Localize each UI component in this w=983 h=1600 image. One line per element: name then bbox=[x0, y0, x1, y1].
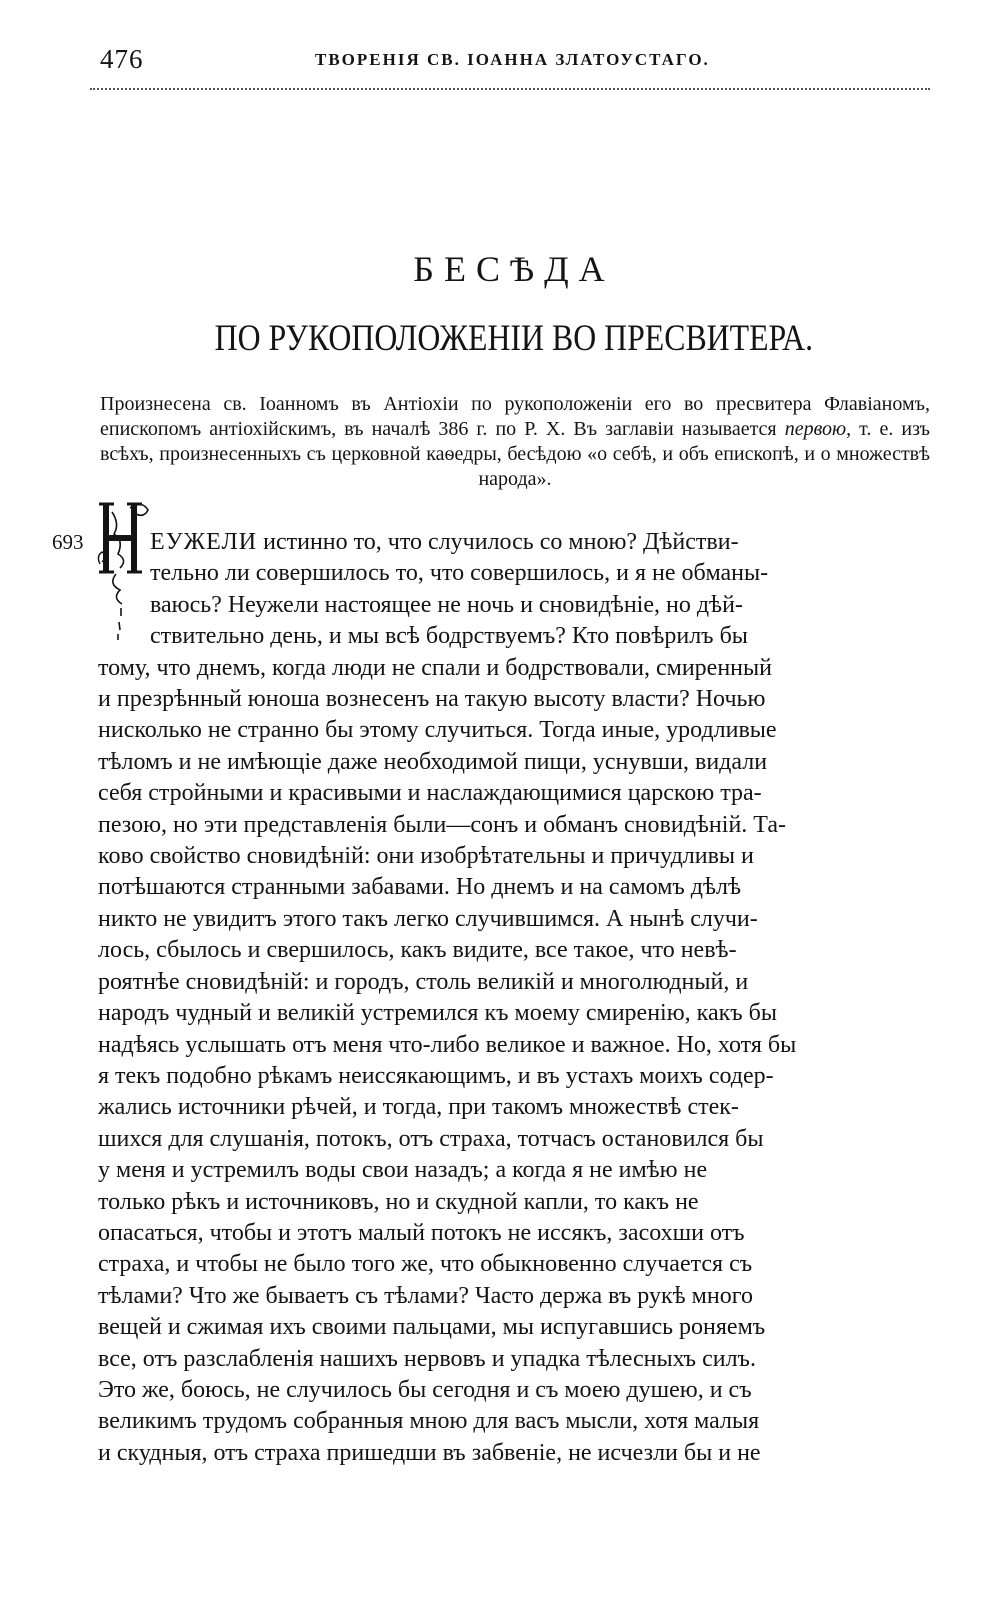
text-line: никто не увидитъ этого такъ легко случившимся. А нынѣ случи- bbox=[98, 905, 758, 932]
margin-reference: 693 bbox=[52, 530, 84, 554]
text-line: народъ чудный и великій устремился къ моему смиренію, какъ бы bbox=[98, 1000, 777, 1027]
text-line bbox=[98, 527, 930, 558]
introductory-note bbox=[100, 392, 930, 492]
text-line: и скудныя, отъ страха пришедши въ забвеніе, не исчезли бы и не bbox=[98, 1439, 761, 1466]
text-line: тѣломъ и не имѣющіе даже необходимой пищи, уснувши, видали bbox=[98, 748, 768, 775]
text-line: жались источники рѣчей, и тогда, при такомъ множествѣ стек- bbox=[98, 1094, 739, 1121]
intro-emphasis: первою bbox=[784, 418, 847, 440]
main-text bbox=[98, 527, 930, 1469]
text-line: опасаться, чтобы и этотъ малый потокъ не иссякъ, засохши отъ bbox=[98, 1219, 745, 1246]
text-line: тельно ли совершилось то, что совершилось, и я не обманы- bbox=[150, 560, 769, 587]
opening-line-rest: истинно то, что случилось со мною? Дѣйстви- bbox=[263, 529, 739, 555]
opening-word: ЕУЖЕЛИ bbox=[150, 529, 258, 555]
text-line: ствительно день, и мы всѣ бодрствуемъ? Кто повѣрилъ бы bbox=[150, 623, 748, 650]
text-line: себя стройными и красивыми и наслаждающимися царскою тра- bbox=[98, 780, 762, 807]
homily-subtitle: ПО РУКОПОЛОЖЕНІИ ВО ПРЕСВИТЕРА. bbox=[214, 318, 814, 359]
running-title: ТВОРЕНІЯ СВ. ІОАННА ЗЛАТОУСТАГО. bbox=[315, 50, 710, 69]
text-line: все, отъ разслабленія нашихъ нервовъ и упадка тѣлесныхъ силъ. bbox=[98, 1345, 756, 1372]
text-line: я текъ подобно рѣкамъ неиссякающимъ, и въ устахъ моихъ содер- bbox=[98, 1062, 774, 1089]
text-line: нисколько не странно бы этому случиться. Тогда иные, уродливые bbox=[98, 717, 777, 744]
intro-text-1: Произнесена св. Іоанномъ въ Антіохіи по рукоположеніи его во пресвитера Флавіаномъ, епископомъ антіохійскимъ, въ началѣ 386 г. по Р. Х. Въ заглавіи называется bbox=[100, 393, 930, 440]
text-line: лось, сбылось и свершилось, какъ видите, все такое, что невѣ- bbox=[98, 937, 737, 964]
homily-title: БЕСѢДА bbox=[413, 249, 615, 289]
text-line: шихся для слушанія, потокъ, отъ страха, тотчасъ остановился бы bbox=[98, 1125, 764, 1152]
text-line: только рѣкъ и источниковъ, но и скудной капли, то какъ не bbox=[98, 1188, 699, 1215]
text-line: роятнѣе сновидѣній: и городъ, столь великій и многолюдный, и bbox=[98, 968, 749, 995]
text-line: тому, что днемъ, когда люди не спали и бодрствовали, смиренный bbox=[98, 654, 772, 681]
header-divider bbox=[90, 88, 930, 90]
text-line: ваюсь? Неужели настоящее не ночь и сновидѣніе, но дѣй- bbox=[150, 591, 743, 618]
text-line: потѣшаются странными забавами. Но днемъ и на самомъ дѣлѣ bbox=[98, 874, 742, 901]
text-line: у меня и устремилъ воды свои назадъ; а когда я не имѣю не bbox=[98, 1157, 708, 1184]
intro-text-2: , т. е. изъ всѣхъ, произнесенныхъ съ церковной каѳедры, бесѣдою «о себѣ, и объ епископѣ, и о множествѣ народа». bbox=[100, 418, 931, 490]
text-line: Это же, боюсь, не случилось бы сегодня и съ моею душею, и съ bbox=[98, 1376, 752, 1403]
text-line: страха, и чтобы не было того же, что обыкновенно случается съ bbox=[98, 1251, 753, 1278]
text-line: великимъ трудомъ собранныя мною для васъ мысли, хотя малыя bbox=[98, 1408, 760, 1435]
running-head bbox=[100, 44, 930, 80]
text-line: и презрѣнный юноша вознесенъ на такую высоту власти? Ночью bbox=[98, 686, 766, 713]
page-number: 476 bbox=[100, 44, 144, 74]
text-line: надѣясь услышать отъ меня что-либо великое и важное. Но, хотя бы bbox=[98, 1031, 797, 1058]
text-line: ково свойство сновидѣній: они изобрѣтательны и причудливы и bbox=[98, 843, 754, 870]
text-line: вещей и сжимая ихъ своими пальцами, мы испугавшись роняемъ bbox=[98, 1314, 766, 1341]
text-line: пезою, но эти представленія были—сонъ и обманъ сновидѣній. Та- bbox=[98, 811, 786, 838]
text-line: тѣлами? Что же бываетъ съ тѣлами? Часто держа въ рукѣ много bbox=[98, 1282, 753, 1309]
